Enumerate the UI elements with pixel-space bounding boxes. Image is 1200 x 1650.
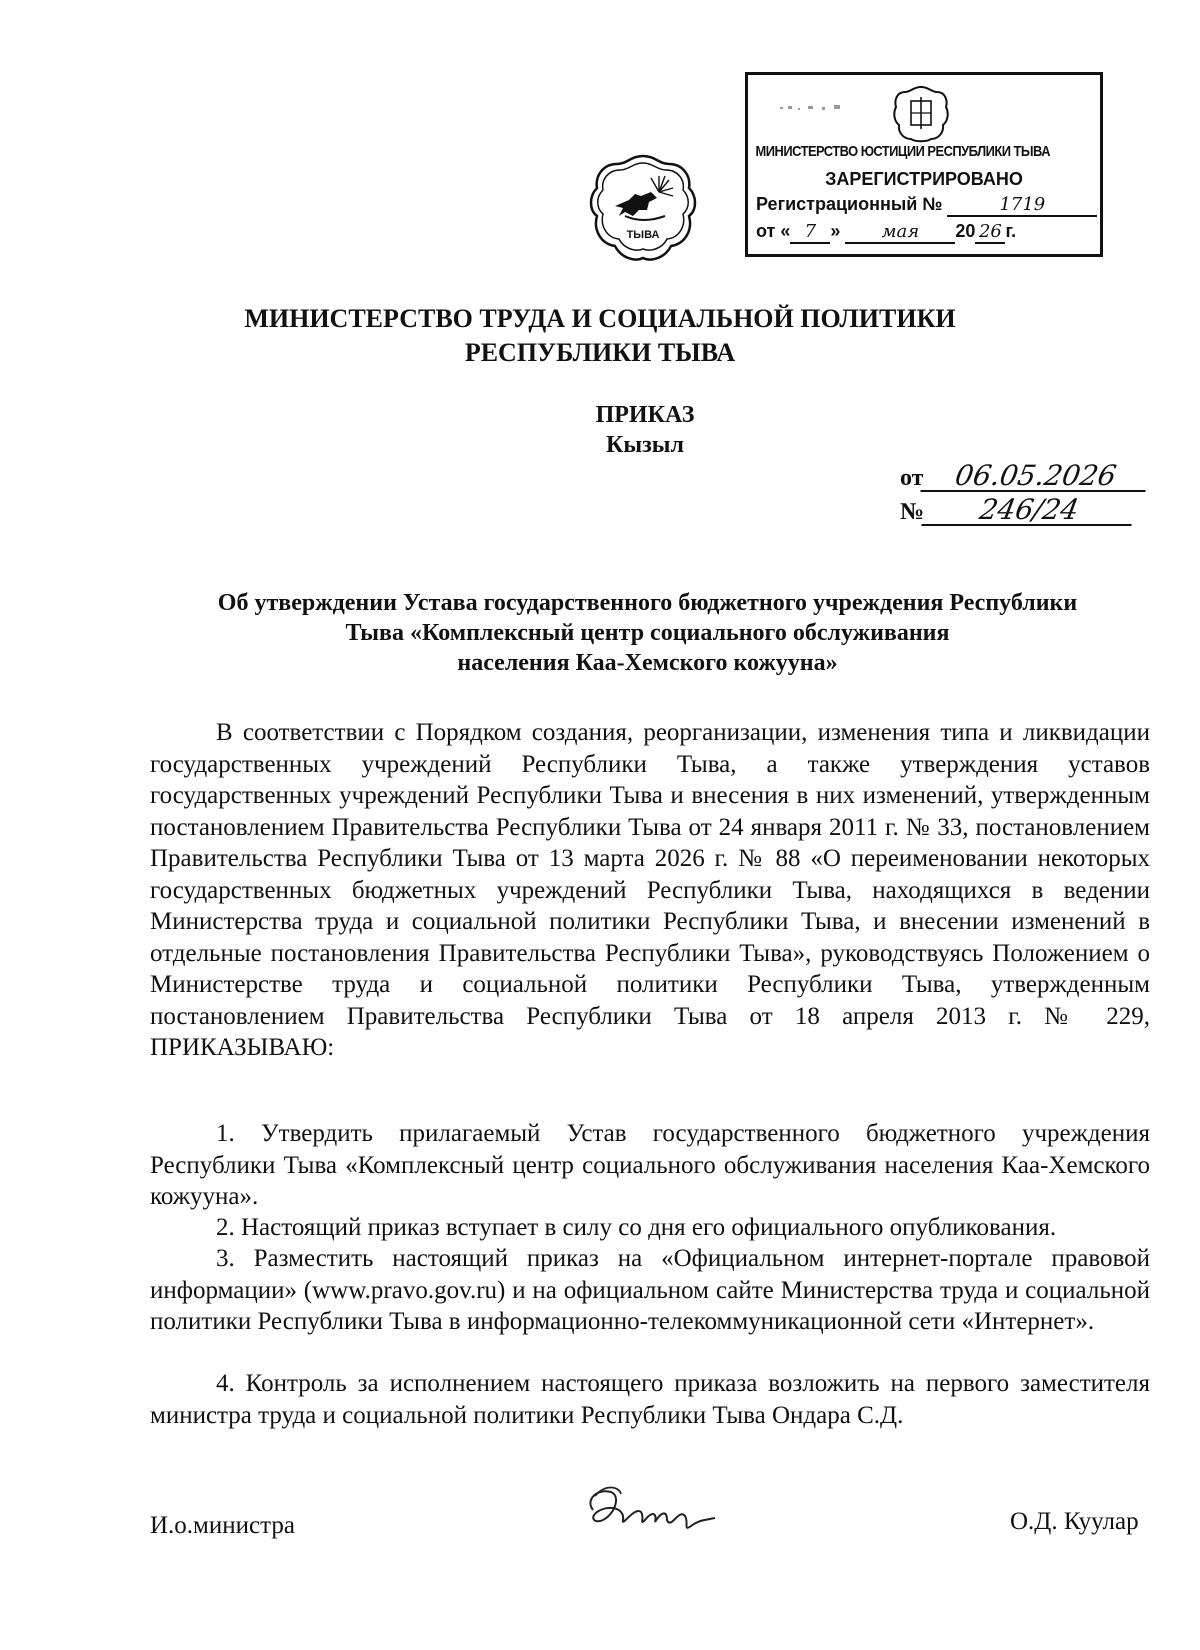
- order-number-value: 246/24: [921, 496, 1136, 526]
- stamp-date-mid: »: [830, 221, 841, 241]
- stamp-number-row: [756, 194, 1097, 217]
- ministry-justice-emblem-icon: [893, 83, 949, 143]
- order-subject-line2: Тыва «Комплексный центр социального обслуживания: [345, 620, 950, 646]
- emblem-caption: ТЫВА: [626, 229, 660, 241]
- stamp-noise-icon: [778, 103, 848, 113]
- order-date-line: [900, 459, 1148, 492]
- organization-title-line2: РЕСПУБЛИКИ ТЫВА: [464, 338, 736, 367]
- preamble-paragraph: В соответствии с Порядком создания, реорганизации, изменения типа и ликвидации государственных учреждений Республики Тыва, а также утверждения уставов государственных учреждений Республики Тыва и внесения в них изменений, утвержденным постановлением Правительства Республики Тыва от 24 января 2011 г. № 33, постановлением Правительства Республики Тыва от 13 марта 2026 г. № 88 «О переименовании некоторых государственных бюджетных учреждений Республики Тыва, находящихся в ведении Министерства труда и социальной политики Республики Тыва, и внесении изменений в отдельные постановления Правительства Республики Тыва», руководствуясь Положением о Министерстве труда и социальной политики Республики Тыва, утвержденным постановлением Правительства Республики Тыва от 18 апреля 2013 г. № 229, ПРИКАЗЫВАЮ:: [150, 719, 1150, 1061]
- signer-role: И.о.министра: [150, 1512, 295, 1539]
- stamp-ministry-name: МИНИСТЕРСТВО ЮСТИЦИИ РЕСПУБЛИКИ ТЫВА: [755, 143, 1051, 160]
- stamp-date-month: мая: [845, 222, 955, 244]
- document-type: ПРИКАЗ: [595, 402, 695, 428]
- order-number-label: №: [900, 499, 925, 525]
- order-subject-line3: населения Каа-Хемского кожууна»: [457, 650, 838, 676]
- stamp-date-day: 7: [790, 222, 830, 244]
- stamp-date-end: г.: [1005, 221, 1017, 241]
- order-item: 2. Настоящий приказ вступает в силу со дня его официального опубликования.: [216, 1214, 1057, 1241]
- stamp-date-row: [756, 221, 1016, 244]
- order-date-value: 06.05.2026: [921, 462, 1151, 492]
- order-number-line: [900, 493, 1134, 526]
- order-subject-line1: Об утверждении Устава государственного бюджетного учреждения Республики: [217, 590, 1078, 616]
- registration-stamp: [745, 72, 1103, 257]
- order-date-label: от: [900, 465, 924, 491]
- handwritten-signature-icon: [575, 1470, 725, 1550]
- document-city: Кызыл: [606, 432, 684, 458]
- order-item: 4. Контроль за исполнением настоящего приказа возложить на первого заместителя министра труда и социальной политики Республики Тыва Ондара С.Д.: [150, 1370, 1150, 1429]
- order-subject: [140, 588, 1155, 678]
- order-item: 1. Утвердить прилагаемый Устав государственного бюджетного учреждения Республики Тыва «Комплексный центр социального обслуживания населения Каа-Хемского кожууна».: [150, 1120, 1150, 1210]
- organization-title-line1: МИНИСТЕРСТВО ТРУДА И СОЦИАЛЬНОЙ ПОЛИТИКИ: [244, 304, 956, 333]
- stamp-number-value: 1719: [947, 195, 1097, 217]
- signer-name: О.Д. Куулар: [1010, 1508, 1139, 1535]
- stamp-date-year-prefix: 20: [955, 221, 976, 241]
- stamp-date-year-suffix: 26: [975, 222, 1005, 244]
- organization-title: [0, 302, 1200, 370]
- stamp-status: ЗАРЕГИСТРИРОВАНО: [825, 169, 1023, 189]
- stamp-date-prefix: от «: [756, 221, 791, 241]
- tuva-emblem-icon: [585, 150, 701, 266]
- order-item: 3. Разместить настоящий приказ на «Официальном интернет-портале правовой информации» (www.pravo.gov.ru) и на официальном сайте Министерства труда и социальной политики Республики Тыва в информационно-телекоммуникационной сети «Интернет».: [150, 1245, 1150, 1335]
- stamp-number-label: Регистрационный №: [756, 194, 943, 214]
